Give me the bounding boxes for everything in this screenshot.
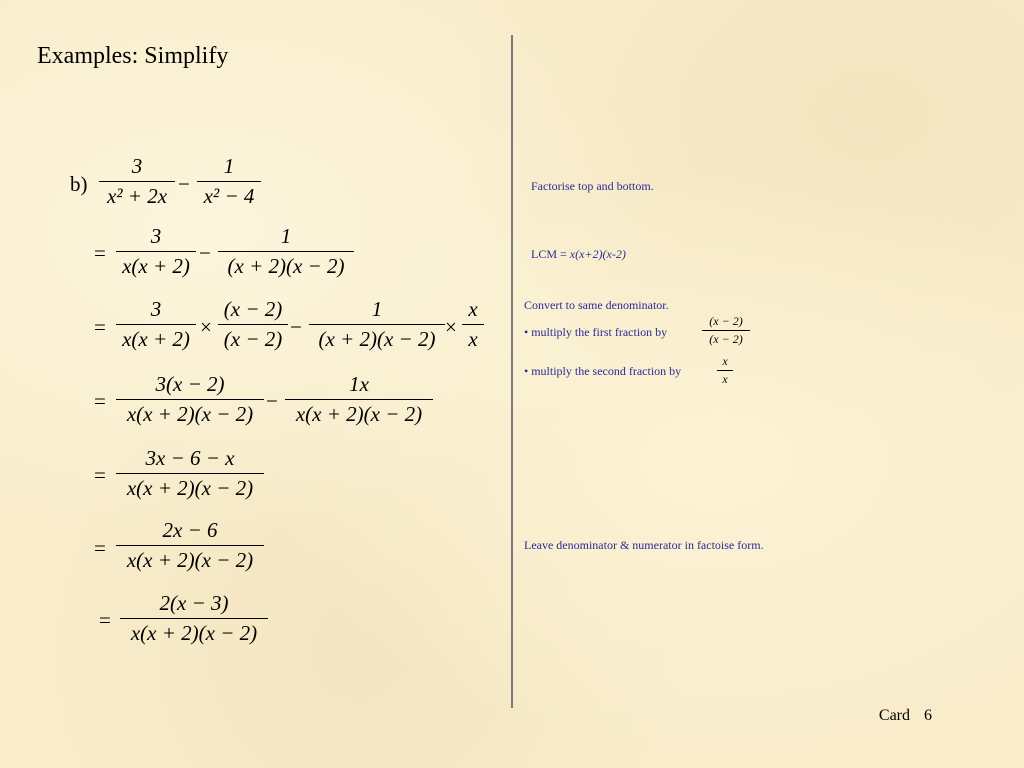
numerator: x xyxy=(468,297,478,321)
equals-sign: = xyxy=(99,608,111,632)
card-footer xyxy=(879,707,932,725)
numerator: 3 xyxy=(131,154,143,178)
fraction-bar xyxy=(120,618,268,619)
fraction-bar xyxy=(197,181,261,182)
note-lcm xyxy=(531,247,626,261)
fraction-bar xyxy=(285,399,433,400)
denominator: (x − 2) xyxy=(709,332,743,346)
denominator: x² + 2x xyxy=(106,184,168,208)
numerator: 1x xyxy=(349,372,369,396)
fraction-bar xyxy=(462,324,484,325)
lcm-label: LCM = xyxy=(531,247,570,261)
denominator: x(x + 2) xyxy=(122,254,190,278)
denominator: x(x + 2)(x − 2) xyxy=(130,621,258,645)
fraction-bar xyxy=(116,324,196,325)
denominator: x(x + 2)(x − 2) xyxy=(126,402,254,426)
denominator: x xyxy=(468,327,478,351)
numerator: 1 xyxy=(371,297,383,321)
denominator: x(x + 2) xyxy=(122,327,190,351)
numerator: 3(x − 2) xyxy=(155,372,225,396)
fraction-bar xyxy=(116,251,196,252)
minus-sign: − xyxy=(199,241,211,265)
equals-sign: = xyxy=(94,463,106,487)
numerator: 3 xyxy=(150,224,162,248)
vertical-divider xyxy=(511,35,513,708)
denominator: x² − 4 xyxy=(203,184,255,208)
numerator: (x − 2) xyxy=(223,297,283,321)
denominator: x(x + 2)(x − 2) xyxy=(295,402,423,426)
numerator: 2(x − 3) xyxy=(159,591,229,615)
numerator: 1 xyxy=(280,224,292,248)
denominator: x(x + 2)(x − 2) xyxy=(126,476,254,500)
slide-title: Examples: Simplify xyxy=(37,43,229,69)
note-multiply-second: • multiply the second fraction by xyxy=(524,364,682,378)
equals-sign: = xyxy=(94,536,106,560)
numerator: 3 xyxy=(150,297,162,321)
card-number: 6 xyxy=(924,707,932,724)
denominator: x(x + 2)(x − 2) xyxy=(126,548,254,572)
numerator: 1 xyxy=(223,154,235,178)
note-leave-factorised: Leave denominator & numerator in factoise form. xyxy=(524,538,764,552)
fraction-bar xyxy=(116,545,264,546)
fraction-bar xyxy=(116,399,264,400)
numerator: x xyxy=(722,354,728,368)
minus-sign: − xyxy=(266,389,278,413)
denominator: (x + 2)(x − 2) xyxy=(227,254,345,278)
minus-sign: − xyxy=(178,172,190,196)
numerator: 2x − 6 xyxy=(162,518,218,542)
times-sign: × xyxy=(445,315,457,339)
note-factorise: Factorise top and bottom. xyxy=(531,179,654,193)
fraction-bar xyxy=(218,324,288,325)
fraction-bar xyxy=(309,324,445,325)
fraction-bar xyxy=(717,370,733,371)
equals-sign: = xyxy=(94,315,106,339)
numerator: (x − 2) xyxy=(709,314,743,328)
numerator: 3x − 6 − x xyxy=(145,446,235,470)
denominator: (x − 2) xyxy=(223,327,283,351)
card-label: Card xyxy=(878,707,910,724)
note-multiply-first: • multiply the first fraction by xyxy=(524,325,668,339)
part-label: b) xyxy=(70,172,88,196)
lcm-value: x(x+2)(x-2) xyxy=(569,247,626,261)
fraction-bar xyxy=(116,473,264,474)
times-sign: × xyxy=(200,315,212,339)
fraction-bar xyxy=(702,330,750,331)
minus-sign: − xyxy=(290,315,302,339)
note-convert: Convert to same denominator. xyxy=(524,298,669,312)
equals-sign: = xyxy=(94,241,106,265)
equals-sign: = xyxy=(94,389,106,413)
denominator: (x + 2)(x − 2) xyxy=(318,327,436,351)
denominator: x xyxy=(722,372,728,386)
fraction-bar xyxy=(218,251,354,252)
fraction-bar xyxy=(99,181,175,182)
